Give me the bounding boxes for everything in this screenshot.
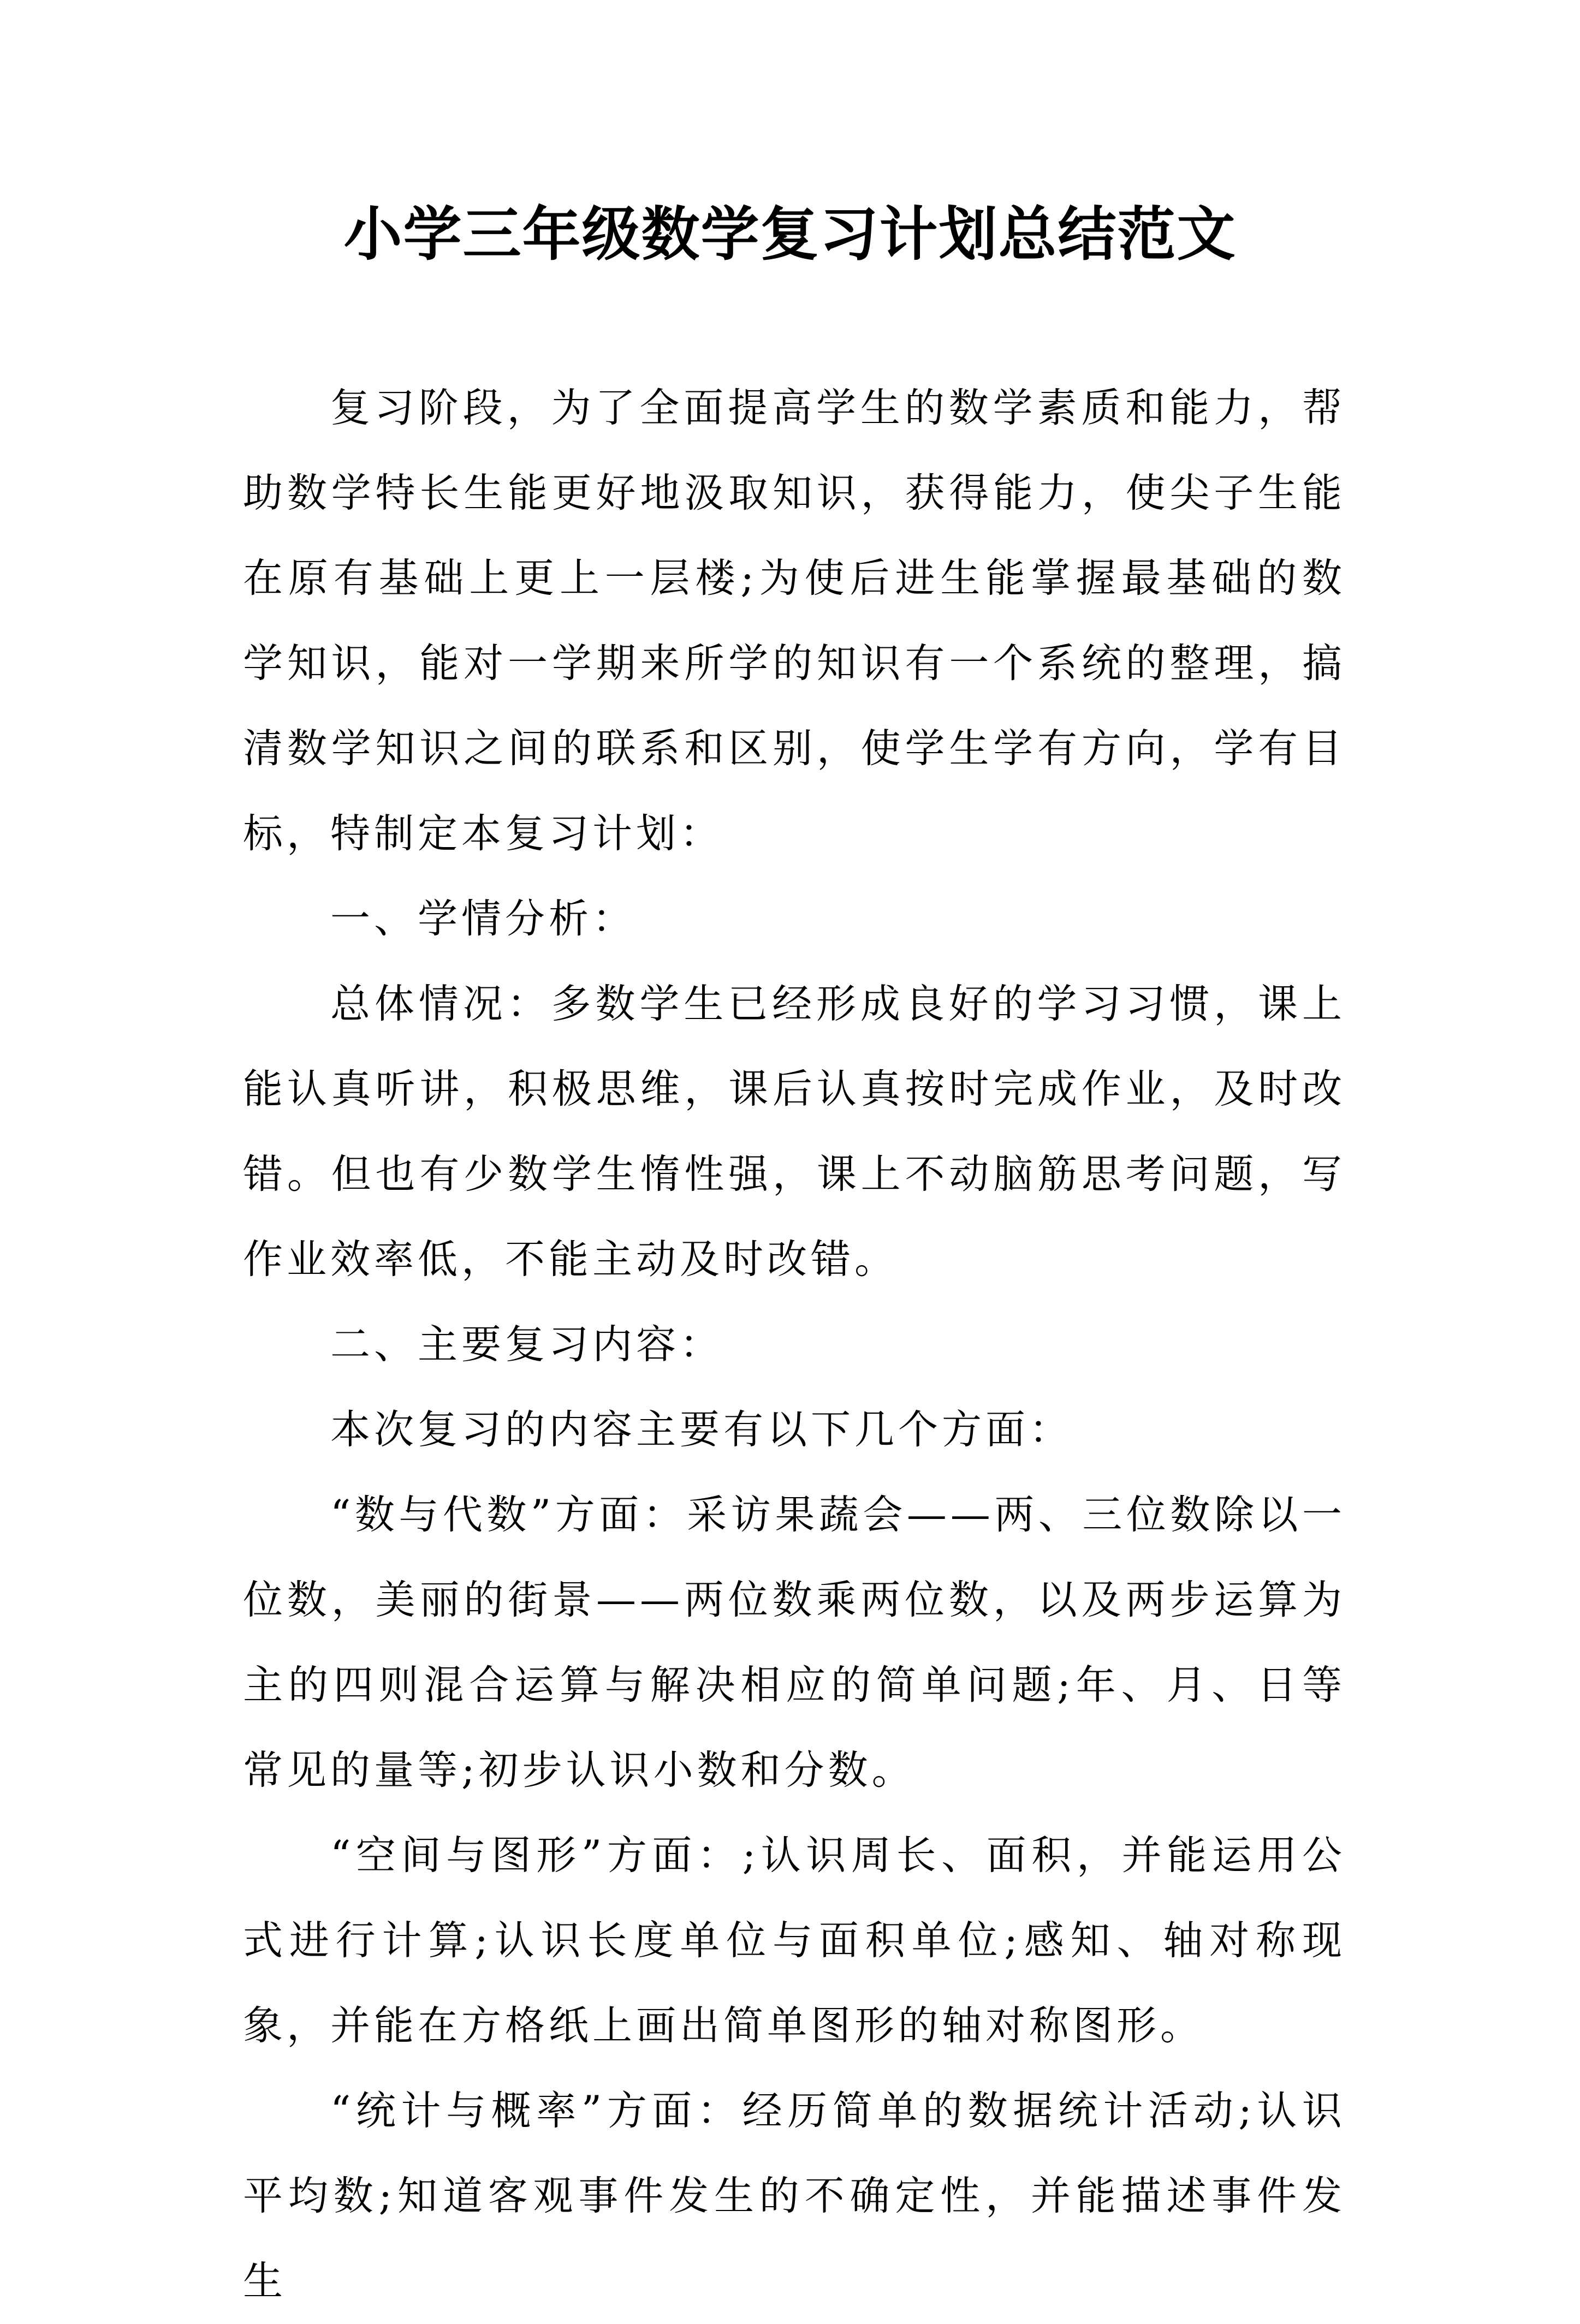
paragraph-overall-situation: 总体情况：多数学生已经形成良好的学习习惯，课上能认真听讲，积极思维，课后认真按时完成作业，及时改错。但也有少数学生惰性强，课上不动脑筋思考问题，写作业效率低，不能主动及时改错。 [243, 981, 1346, 1283]
paragraph-numbers-algebra: “数与代数”方面：采访果蔬会——两、三位数除以一位数，美丽的街景——两位数乘两位数，以及两步运算为主的四则混合运算与解决相应的简单问题;年、月、日等常见的量等;初步认识小数和分数。 [243, 1492, 1346, 1793]
paragraph-space-shapes: “空间与图形”方面：;认识周长、面积，并能运用公式进行计算;认识长度单位与面积单位;感知、轴对称现象，并能在方格纸上画出简单图形的轴对称图形。 [243, 1832, 1346, 2049]
paragraph-intro: 复习阶段，为了全面提高学生的数学素质和能力，帮助数学特长生能更好地汲取知识，获得能力，使尖子生能在原有基础上更上一层楼;为使后进生能掌握最基础的数学知识，能对一学期来所学的知识有一个系统的整理，搞清数学知识之间的联系和区别，使学生学有方向，学有目标，特制定本复习计划： [243, 385, 1346, 857]
document-body [243, 366, 1346, 2324]
heading-review-content: 二、主要复习内容： [330, 1321, 723, 1368]
document-title: 小学三年级数学复习计划总结范文 [343, 200, 1237, 269]
heading-learning-analysis: 一、学情分析： [330, 896, 636, 942]
paragraph-statistics-probability: “统计与概率”方面：经历简单的数据统计活动;认识平均数;知道客观事件发生的不确定性，并能描述事件发生 [243, 2088, 1346, 2304]
paragraph-content-intro: 本次复习的内容主要有以下几个方面： [330, 1407, 1073, 1453]
